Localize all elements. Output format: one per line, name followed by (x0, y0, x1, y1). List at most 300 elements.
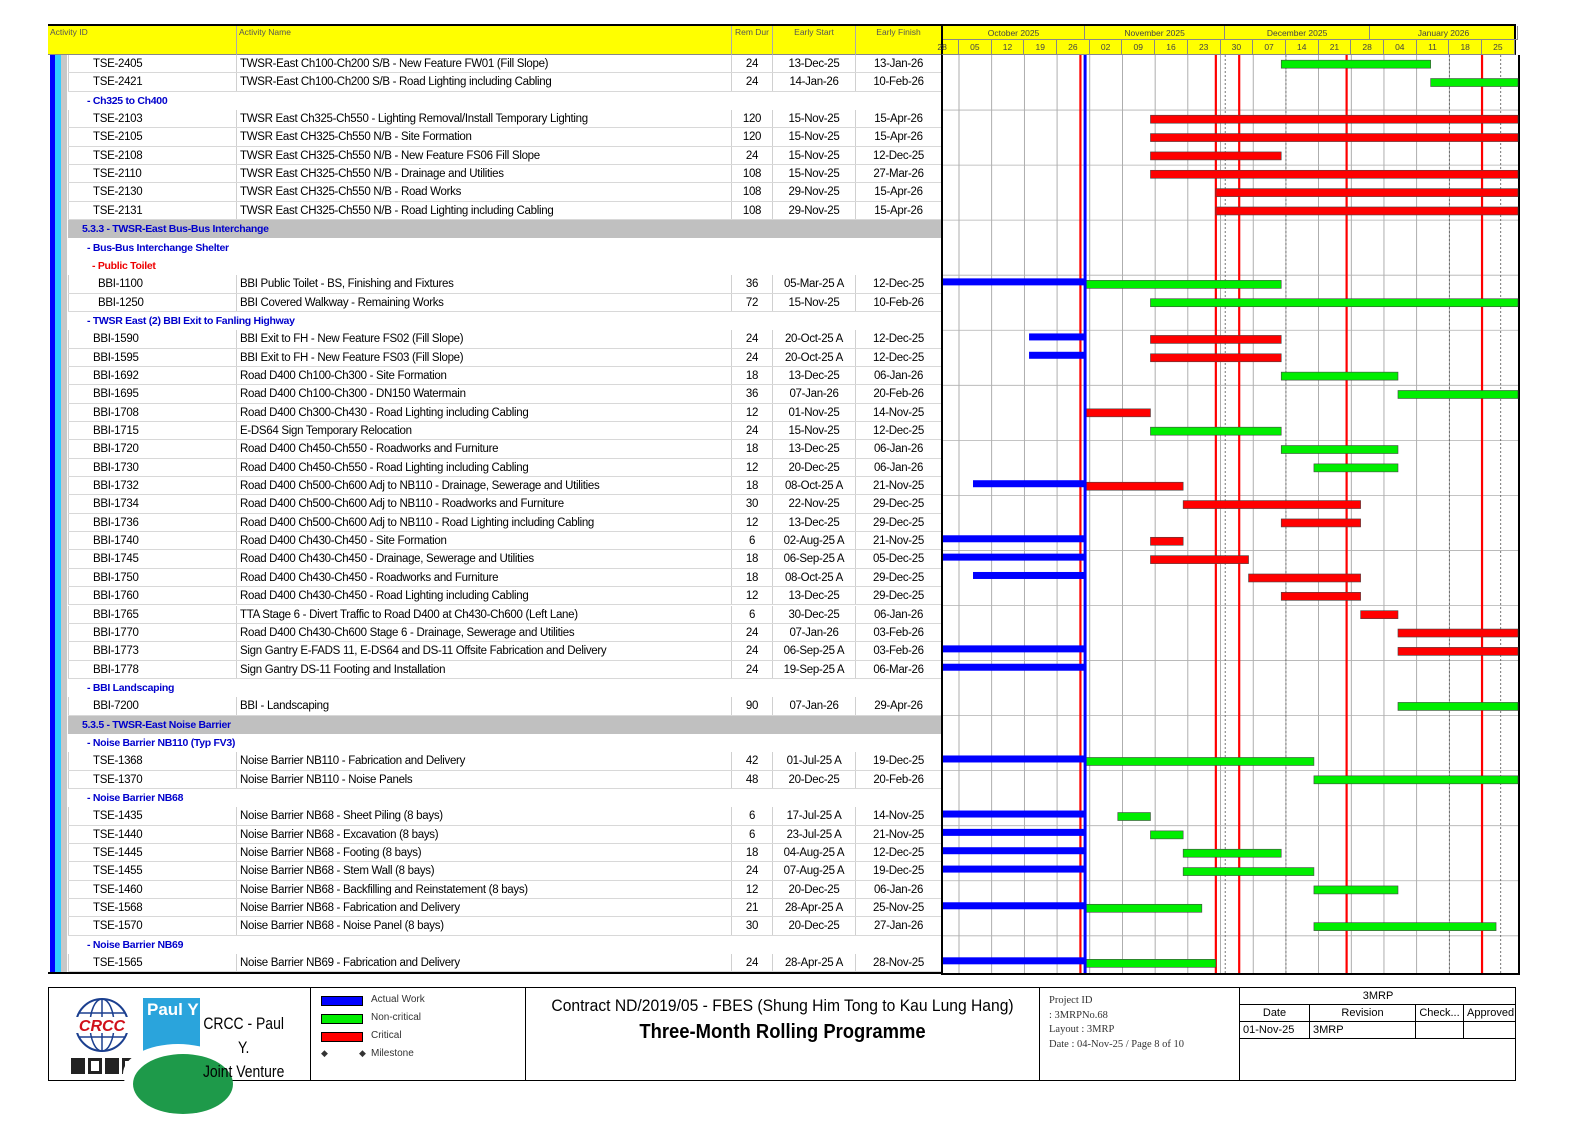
early-start-cell: 02-Aug-25 A (772, 532, 855, 549)
rem-dur-cell: 6 (731, 532, 772, 549)
week-label: 28 (926, 40, 959, 55)
noncritical-bar[interactable] (1281, 446, 1398, 454)
early-finish-cell: 05-Dec-25 (855, 550, 941, 567)
project-id-value: : 3MRPNo.68 (1049, 1009, 1108, 1021)
activity-id-cell: TSE-2405 (68, 55, 236, 72)
early-finish-cell: 12-Dec-25 (855, 275, 941, 292)
activity-id-cell: BBI-1695 (68, 385, 236, 402)
col-header-rem-dur[interactable]: Rem Dur (731, 26, 772, 55)
critical-bar[interactable] (1249, 574, 1361, 582)
col-header-activity-id[interactable]: Activity ID (50, 27, 88, 37)
activity-id-cell: BBI-1595 (68, 349, 236, 366)
activity-id-cell: BBI-1250 (68, 294, 236, 311)
early-start-cell: 13-Dec-25 (772, 440, 855, 457)
activity-row[interactable] (68, 459, 941, 477)
early-start-cell: 06-Sep-25 A (772, 642, 855, 659)
activity-id-cell: BBI-1736 (68, 514, 236, 531)
legend-swatch-actual (321, 996, 363, 1006)
wbs-band-row[interactable] (68, 220, 941, 238)
activity-row[interactable] (68, 367, 941, 385)
early-finish-cell: 06-Mar-26 (855, 661, 941, 678)
week-label: 02 (1090, 40, 1123, 55)
early-start-cell: 13-Dec-25 (772, 367, 855, 384)
activity-name-cell: Road D400 Ch430-Ch450 - Site Formation (236, 532, 731, 549)
early-finish-cell: 12-Dec-25 (855, 844, 941, 861)
early-finish-cell: 12-Dec-25 (855, 147, 941, 164)
activity-row[interactable] (68, 404, 941, 422)
activity-row[interactable] (68, 771, 941, 789)
legend-swatch-noncritical (321, 1014, 363, 1024)
critical-bar[interactable] (1281, 519, 1360, 527)
activity-row[interactable] (68, 954, 941, 972)
rem-dur-cell: 24 (731, 147, 772, 164)
activity-row[interactable] (68, 55, 941, 73)
wbs-group-row[interactable] (68, 679, 941, 697)
month-label: October 2025 (943, 26, 1085, 40)
noncritical-bar[interactable] (1398, 390, 1518, 398)
activity-name-cell: TWSR-East Ch100-Ch200 S/B - New Feature FW01 (Fill Slope) (236, 55, 731, 72)
actual-work-bar[interactable] (973, 572, 1085, 579)
activity-row[interactable] (68, 294, 941, 312)
noncritical-bar[interactable] (1118, 813, 1151, 821)
week-label: 25 (1482, 40, 1515, 55)
title-block (48, 987, 1516, 1081)
activity-row[interactable] (68, 422, 941, 440)
actual-work-bar[interactable] (943, 829, 1085, 836)
month-label: November 2025 (1085, 26, 1225, 40)
early-finish-cell: 10-Feb-26 (855, 294, 941, 311)
activity-id-cell: TSE-1435 (68, 807, 236, 824)
activity-row[interactable] (68, 550, 941, 568)
early-start-cell: 07-Jan-26 (772, 385, 855, 402)
legend-actual (321, 994, 425, 1005)
wbs-group-label: 5.3.5 - TWSR-East Noise Barrier (82, 718, 231, 731)
early-finish-cell: 21-Nov-25 (855, 477, 941, 494)
activity-id-cell: TSE-2110 (68, 165, 236, 182)
wbs-group-row[interactable] (68, 312, 941, 330)
activity-name-cell: Noise Barrier NB68 - Fabrication and Delivery (236, 899, 731, 916)
early-start-cell: 20-Oct-25 A (772, 330, 855, 347)
critical-bar[interactable] (1183, 501, 1360, 509)
activity-row[interactable] (68, 587, 941, 605)
activity-name-cell: Road D400 Ch500-Ch600 Adj to NB110 - Road Lighting including Cabling (236, 514, 731, 531)
early-start-cell: 20-Dec-25 (772, 881, 855, 898)
milestone-diamond-icon: ◆ (321, 1048, 328, 1058)
rev-header-revision: Revision (1310, 1005, 1416, 1022)
activity-row[interactable] (68, 697, 941, 715)
activity-id-cell: BBI-1773 (68, 642, 236, 659)
early-start-cell: 07-Jan-26 (772, 624, 855, 641)
activity-id-cell: BBI-1730 (68, 459, 236, 476)
early-finish-cell: 13-Jan-26 (855, 55, 941, 72)
activity-row[interactable] (68, 202, 941, 220)
early-finish-cell: 27-Mar-26 (855, 165, 941, 182)
early-start-cell: 20-Oct-25 A (772, 349, 855, 366)
wbs-band-row[interactable] (68, 716, 941, 734)
company-name (201, 1012, 286, 1084)
noncritical-bar[interactable] (1150, 427, 1281, 435)
noncritical-bar[interactable] (1314, 886, 1398, 894)
rem-dur-cell: 24 (731, 642, 772, 659)
early-finish-cell: 06-Jan-26 (855, 440, 941, 457)
early-finish-cell: 03-Feb-26 (855, 624, 941, 641)
rem-dur-cell: 6 (731, 826, 772, 843)
activity-row[interactable] (68, 275, 941, 293)
activity-name-cell: Noise Barrier NB68 - Excavation (8 bays) (236, 826, 731, 843)
critical-bar[interactable] (1398, 629, 1518, 637)
col-header-activity-name[interactable]: Activity Name (236, 26, 731, 55)
activity-row[interactable] (68, 661, 941, 679)
activity-name-cell: Road D400 Ch430-Ch450 - Road Lighting including Cabling (236, 587, 731, 604)
week-label: 19 (1024, 40, 1057, 55)
activity-row[interactable] (68, 128, 941, 146)
early-start-cell: 20-Dec-25 (772, 917, 855, 934)
activity-id-cell: BBI-1770 (68, 624, 236, 641)
activity-row[interactable] (68, 826, 941, 844)
activity-row[interactable] (68, 917, 941, 935)
wbs-group-label: - Noise Barrier NB110 (Typ FV3) (87, 736, 236, 749)
wbs-group-label: 5.3.3 - TWSR-East Bus-Bus Interchange (82, 223, 269, 236)
revision-table (1240, 988, 1516, 1080)
activity-name-cell: BBI Exit to FH - New Feature FS02 (Fill Slope) (236, 330, 731, 347)
activity-row[interactable] (68, 514, 941, 532)
critical-bar[interactable] (1085, 409, 1150, 417)
wbs-stripe-level3 (61, 55, 67, 973)
activity-name-cell: Noise Barrier NB110 - Fabrication and Delivery (236, 752, 731, 769)
activity-name-cell: Sign Gantry E-FADS 11, E-DS64 and DS-11 Offsite Fabrication and Delivery (236, 642, 731, 659)
activity-name-cell: Road D400 Ch430-Ch450 - Drainage, Sewerage and Utilities (236, 550, 731, 567)
legend (311, 988, 526, 1080)
early-finish-cell: 12-Dec-25 (855, 422, 941, 439)
wbs-group-row[interactable] (68, 92, 941, 110)
early-finish-cell: 15-Apr-26 (855, 110, 941, 127)
activity-row[interactable] (68, 624, 941, 642)
critical-bar[interactable] (1150, 335, 1281, 343)
activity-row[interactable] (68, 147, 941, 165)
rev-cell-revision: 3MRP (1310, 1022, 1416, 1039)
rem-dur-cell: 18 (731, 440, 772, 457)
wbs-group-row[interactable] (68, 239, 941, 257)
activity-id-cell: TSE-1570 (68, 917, 236, 934)
early-finish-cell: 21-Nov-25 (855, 532, 941, 549)
actual-work-bar[interactable] (1029, 352, 1085, 359)
critical-bar[interactable] (1150, 354, 1281, 362)
early-finish-cell: 28-Nov-25 (855, 954, 941, 971)
rem-dur-cell: 24 (731, 422, 772, 439)
rev-header-checked: Check... (1416, 1005, 1464, 1022)
activity-name-cell: BBI Exit to FH - New Feature FS03 (Fill Slope) (236, 349, 731, 366)
activity-row[interactable] (68, 477, 941, 495)
early-finish-cell: 06-Jan-26 (855, 606, 941, 623)
noncritical-bar[interactable] (1085, 757, 1314, 765)
wbs-group-row[interactable] (68, 734, 941, 752)
actual-work-bar[interactable] (943, 902, 1085, 909)
activity-row[interactable] (68, 330, 941, 348)
legend-label-milestone: Milestone (371, 1048, 414, 1059)
rem-dur-cell: 24 (731, 661, 772, 678)
activity-name-cell: Road D400 Ch430-Ch600 Stage 6 - Drainage, Sewerage and Utilities (236, 624, 731, 641)
rem-dur-cell: 72 (731, 294, 772, 311)
pauly-logo-text: Paul Y (147, 1000, 199, 1019)
activity-name-cell: Noise Barrier NB68 - Noise Panel (8 bays) (236, 917, 731, 934)
col-header-early-finish[interactable]: Early Finish (855, 26, 941, 55)
early-start-cell: 28-Apr-25 A (772, 954, 855, 971)
rem-dur-cell: 12 (731, 404, 772, 421)
activity-id-cell: TSE-2130 (68, 183, 236, 200)
rem-dur-cell: 24 (731, 862, 772, 879)
activity-id-cell: BBI-1100 (68, 275, 236, 292)
early-finish-cell: 10-Feb-26 (855, 73, 941, 90)
actual-work-bar[interactable] (943, 535, 1085, 542)
noncritical-bar[interactable] (1183, 849, 1281, 857)
week-label: 30 (1221, 40, 1254, 55)
activity-row[interactable] (68, 73, 941, 91)
rem-dur-cell: 6 (731, 606, 772, 623)
rem-dur-cell: 18 (731, 367, 772, 384)
activity-row[interactable] (68, 532, 941, 550)
pauly-logo (143, 998, 200, 1072)
noncritical-bar[interactable] (1085, 959, 1216, 967)
early-finish-cell: 25-Nov-25 (855, 899, 941, 916)
early-finish-cell: 29-Dec-25 (855, 587, 941, 604)
actual-work-bar[interactable] (943, 866, 1085, 873)
activity-id-cell: TSE-2108 (68, 147, 236, 164)
early-start-cell: 08-Oct-25 A (772, 569, 855, 586)
activity-id-cell: BBI-1708 (68, 404, 236, 421)
activity-id-cell: TSE-2421 (68, 73, 236, 90)
activity-row[interactable] (68, 569, 941, 587)
rem-dur-cell: 24 (731, 55, 772, 72)
early-finish-cell: 15-Apr-26 (855, 202, 941, 219)
actual-work-bar[interactable] (943, 554, 1085, 561)
activity-name-cell: TWSR East CH325-Ch550 N/B - Site Formation (236, 128, 731, 145)
activity-name-cell: Noise Barrier NB68 - Stem Wall (8 bays) (236, 862, 731, 879)
outline-stripes (48, 55, 68, 973)
legend-noncritical (321, 1012, 421, 1023)
actual-work-bar[interactable] (943, 957, 1085, 964)
activity-row[interactable] (68, 807, 941, 825)
early-start-cell: 29-Nov-25 (772, 202, 855, 219)
activity-row[interactable] (68, 110, 941, 128)
actual-work-bar[interactable] (943, 645, 1085, 652)
noncritical-bar[interactable] (1314, 923, 1496, 931)
noncritical-bar[interactable] (1150, 299, 1518, 307)
activity-row[interactable] (68, 165, 941, 183)
wbs-group-label: - Noise Barrier NB69 (87, 938, 184, 951)
activity-id-cell: BBI-1732 (68, 477, 236, 494)
critical-bar[interactable] (1085, 482, 1183, 490)
activity-row[interactable] (68, 844, 941, 862)
rem-dur-cell: 120 (731, 110, 772, 127)
wbs-group-label: - Noise Barrier NB68 (87, 792, 184, 804)
actual-work-bar[interactable] (943, 811, 1085, 818)
critical-bar[interactable] (1150, 152, 1281, 160)
activity-id-cell: TSE-1445 (68, 844, 236, 861)
noncritical-bar[interactable] (1281, 60, 1430, 68)
early-start-cell: 06-Sep-25 A (772, 550, 855, 567)
rem-dur-cell: 90 (731, 697, 772, 714)
early-finish-cell: 20-Feb-26 (855, 771, 941, 788)
activity-name-cell: BBI Covered Walkway - Remaining Works (236, 294, 731, 311)
early-start-cell: 07-Aug-25 A (772, 862, 855, 879)
activity-name-cell: Road D400 Ch500-Ch600 Adj to NB110 - Drainage, Sewerage and Utilities (236, 477, 731, 494)
company-line2: Joint Venture (202, 1062, 285, 1081)
week-label: 18 (1449, 40, 1482, 55)
early-start-cell: 20-Dec-25 (772, 771, 855, 788)
rem-dur-cell: 108 (731, 165, 772, 182)
early-start-cell: 23-Jul-25 A (772, 826, 855, 843)
rem-dur-cell: 24 (731, 73, 772, 90)
table-bottom-border (48, 972, 941, 974)
company-line1: CRCC - Paul Y. (203, 1014, 284, 1057)
early-finish-cell: 19-Dec-25 (855, 752, 941, 769)
noncritical-bar[interactable] (1183, 868, 1314, 876)
early-finish-cell: 06-Jan-26 (855, 367, 941, 384)
critical-bar[interactable] (1150, 537, 1183, 545)
legend-swatch-critical (321, 1032, 363, 1042)
early-start-cell: 22-Nov-25 (772, 495, 855, 512)
rem-dur-cell: 48 (731, 771, 772, 788)
early-start-cell: 28-Apr-25 A (772, 899, 855, 916)
month-label: January 2026 (1370, 26, 1518, 40)
noncritical-bar[interactable] (1314, 776, 1518, 784)
activity-row[interactable] (68, 495, 941, 513)
activity-name-cell: TWSR East CH325-Ch550 N/B - Road Lighting including Cabling (236, 202, 731, 219)
activity-name-cell: Road D400 Ch450-Ch550 - Road Lighting including Cabling (236, 459, 731, 476)
noncritical-bar[interactable] (1281, 372, 1398, 380)
activity-id-cell: BBI-1760 (68, 587, 236, 604)
critical-bar[interactable] (1361, 611, 1398, 619)
activity-name-cell: Road D400 Ch100-Ch300 - DN150 Watermain (236, 385, 731, 402)
activity-row[interactable] (68, 606, 941, 624)
activity-name-cell: TWSR East CH325-Ch550 N/B - Road Works (236, 183, 731, 200)
early-finish-cell: 20-Feb-26 (855, 385, 941, 402)
actual-work-bar[interactable] (973, 480, 1085, 487)
noncritical-bar[interactable] (1085, 904, 1202, 912)
legend-label-critical: Critical (371, 1030, 402, 1041)
wbs-group-row[interactable] (68, 257, 941, 275)
early-start-cell: 15-Nov-25 (772, 147, 855, 164)
activity-id-cell: TSE-1568 (68, 899, 236, 916)
activity-row[interactable] (68, 385, 941, 403)
rem-dur-cell: 24 (731, 349, 772, 366)
table-header (48, 24, 941, 55)
early-start-cell: 08-Oct-25 A (772, 477, 855, 494)
early-start-cell: 20-Dec-25 (772, 459, 855, 476)
activity-row[interactable] (68, 881, 941, 899)
early-start-cell: 13-Dec-25 (772, 587, 855, 604)
activity-name-cell: BBI - Landscaping (236, 697, 731, 714)
rem-dur-cell: 108 (731, 202, 772, 219)
actual-work-bar[interactable] (943, 278, 1085, 285)
actual-work-bar[interactable] (943, 755, 1085, 762)
rev-cell-checked (1416, 1022, 1464, 1039)
critical-bar[interactable] (1281, 592, 1360, 600)
crcc-globe-logo (69, 996, 135, 1054)
activity-id-cell: BBI-1734 (68, 495, 236, 512)
critical-bar[interactable] (1150, 170, 1518, 178)
actual-work-bar[interactable] (943, 847, 1085, 854)
rem-dur-cell: 36 (731, 275, 772, 292)
rev-header-approved: Approved (1464, 1005, 1516, 1022)
activity-name-cell: Road D400 Ch430-Ch450 - Roadworks and Furniture (236, 569, 731, 586)
critical-bar[interactable] (1150, 115, 1518, 123)
noncritical-bar[interactable] (1150, 831, 1183, 839)
early-start-cell: 05-Mar-25 A (772, 275, 855, 292)
noncritical-bar[interactable] (1314, 464, 1398, 472)
activity-row[interactable] (68, 862, 941, 880)
week-label: 28 (1351, 40, 1384, 55)
activity-name-cell: Noise Barrier NB110 - Noise Panels (236, 771, 731, 788)
activity-row[interactable] (68, 349, 941, 367)
week-label: 09 (1122, 40, 1155, 55)
early-start-cell: 19-Sep-25 A (772, 661, 855, 678)
activity-name-cell: Sign Gantry DS-11 Footing and Installation (236, 661, 731, 678)
legend-milestone (321, 1048, 414, 1059)
week-label: 16 (1155, 40, 1188, 55)
rem-dur-cell: 12 (731, 459, 772, 476)
rem-dur-cell: 21 (731, 899, 772, 916)
activity-name-cell: Noise Barrier NB68 - Footing (8 bays) (236, 844, 731, 861)
activity-row[interactable] (68, 183, 941, 201)
wbs-group-label: - BBI Landscaping (87, 681, 175, 694)
rem-dur-cell: 18 (731, 569, 772, 586)
early-finish-cell: 29-Dec-25 (855, 514, 941, 531)
activity-row[interactable] (68, 440, 941, 458)
activity-row[interactable] (68, 899, 941, 917)
timeline-header (937, 24, 1516, 55)
noncritical-bar[interactable] (1398, 702, 1518, 710)
week-label: 07 (1253, 40, 1286, 55)
early-start-cell: 17-Jul-25 A (772, 807, 855, 824)
actual-work-bar[interactable] (1029, 333, 1085, 340)
critical-bar[interactable] (1150, 134, 1518, 142)
early-start-cell: 29-Nov-25 (772, 183, 855, 200)
activity-name-cell: Road D400 Ch450-Ch550 - Roadworks and Furniture (236, 440, 731, 457)
wbs-group-row[interactable] (68, 936, 941, 954)
activity-id-cell: BBI-7200 (68, 697, 236, 714)
rem-dur-cell: 12 (731, 587, 772, 604)
early-start-cell: 01-Nov-25 (772, 404, 855, 421)
critical-bar[interactable] (1216, 189, 1518, 197)
rem-dur-cell: 30 (731, 917, 772, 934)
critical-bar[interactable] (1150, 556, 1248, 564)
early-finish-cell: 12-Dec-25 (855, 330, 941, 347)
critical-bar[interactable] (1216, 207, 1518, 215)
rem-dur-cell: 18 (731, 477, 772, 494)
rem-dur-cell: 36 (731, 385, 772, 402)
critical-bar[interactable] (1398, 647, 1518, 655)
week-label: 23 (1188, 40, 1221, 55)
programme-title: Three-Month Rolling Programme (639, 1021, 926, 1043)
activity-row[interactable] (68, 752, 941, 770)
date-line: Date : 04-Nov-25 / Page 8 of 10 (1049, 1038, 1185, 1050)
noncritical-bar[interactable] (1431, 79, 1518, 87)
wbs-group-label: - TWSR East (2) BBI Exit to Fanling Highway (87, 314, 295, 327)
activity-id-cell: TSE-1565 (68, 954, 236, 971)
activity-row[interactable] (68, 642, 941, 660)
week-label: 04 (1384, 40, 1417, 55)
actual-work-bar[interactable] (943, 664, 1085, 671)
week-label: 14 (1286, 40, 1319, 55)
month-label: December 2025 (1225, 26, 1370, 40)
early-start-cell: 15-Nov-25 (772, 165, 855, 182)
early-finish-cell: 29-Dec-25 (855, 569, 941, 586)
col-header-early-start[interactable]: Early Start (772, 26, 855, 55)
activity-name-cell: TWSR East Ch325-Ch550 - Lighting Removal/Install Temporary Lighting (236, 110, 731, 127)
noncritical-bar[interactable] (1085, 280, 1281, 288)
wbs-group-row[interactable] (68, 789, 941, 807)
